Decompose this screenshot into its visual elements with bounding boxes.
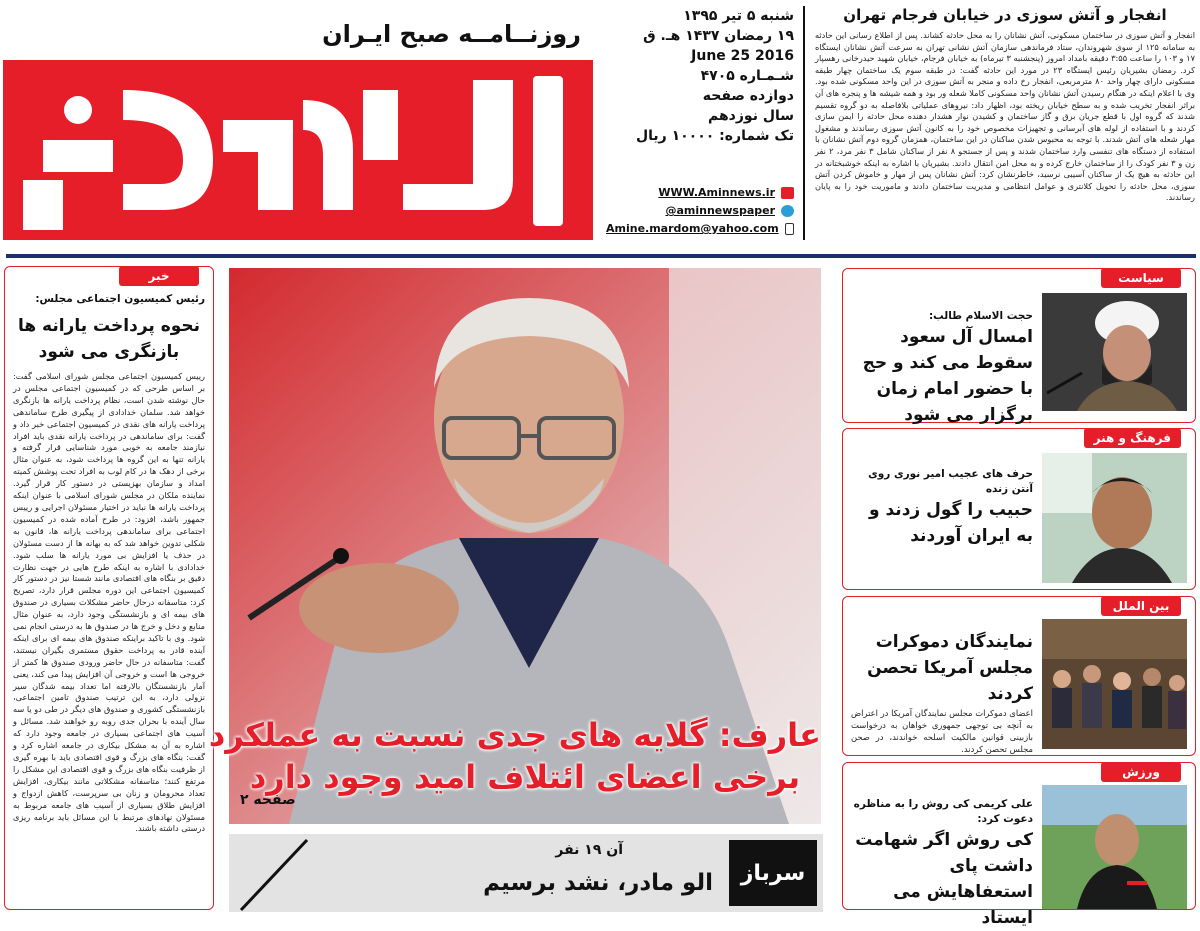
news-title[interactable]: نحوه پرداخت یارانه ها بازنگری می شود (17, 316, 201, 362)
contacts (606, 184, 794, 240)
issue-info (606, 6, 794, 182)
serial-logo (729, 840, 817, 906)
news-tag: خبر (119, 266, 199, 286)
telegram-icon (781, 205, 794, 217)
issue-pages: دوازده صفحه (702, 88, 794, 104)
issue-date-gregorian: 2016 June 25 (691, 48, 794, 64)
issue-year: سال نوزدهم (707, 108, 794, 124)
section-tag: فرهنگ و هنر (1084, 428, 1181, 448)
issue-date-hijri: ۱۹ رمضان ۱۴۳۷ هـ. ق (643, 28, 794, 44)
headline-line-2[interactable]: برخی اعضای ائتلاف امید وجود دارد (249, 758, 801, 796)
news-column[interactable] (4, 266, 214, 910)
top-story-body: انفجار و آتش سوزی در ساختمان مسکونی، آتش نشانان را به محل حادثه کشاند. پس از اطلاع رسانی این حادثه به سامانه ۱۲۵ از سوی شهروندان، ستاد فرماندهی سازمان آتش نشانی تهران به سرعت آتش نشانان ایستگاه ۱۷ و ۱۰۳ را ساعت ۳:۵۵ دقیقه بامداد امروز (پنجشنبه ۳ تیرماه) به خیابان فرجام، خیابان شهید حیدرخانی رهسپار کرد. رمضان بشیریان رئیس ایستگاه ۲۳ در مورد این حادثه گفت: در طبقه سوم یک ساختمان چهار طبقه مسکونی دارای چهار واحد ۸۰ مترمربعی، انفجار رخ داده و منجر به آتش سوزی در این واحد مسکونی شده بود. وی با اعلام اینکه در هنگام رسیدن آتش نشانان واحد مسکونی کاملا شعله ور بود و همه شیشه ها و پنجره های آن براثر انفجار تخریب شده و به سطح خیابان ریخته بود، اظهار داد: نیروهای عملیاتی بلافاصله به دو گروه تقسیم شدند که گروه اول با قطع جریان برق و گاز ساختمان و کشیدن نوار هشدار دهنده محل حادثه را ایمن سازی کردند و با استفاده از لوله های آبرسانی و تجهیزات مخصوص خود را به کانون آتش سوزی رساندند و مشغول مهار شعله های آتش شدند. با توجه به محبوس شدن ساکنان در این ساختمان، همزمان گروه دوم آتش نشانان با استفاده از دستگاه های تنفسی وارد ساختمان شدند و پس از جستجو ۸ نفر از ساکنان شامل ۳ نفر مرد، ۲ نفر زن و ۳ نفر کودک را از ساختمان خارج کرده و به محل امن انتقال دادند. بشیریان با اشاره به اینکه خوشبختانه در این حادثه به هیچ یک از ساکنان آسیبی نرسید، خاطرنشان کرد: آتش نشانان پس از مهار و خاموش کردن آتش سوزی، محل حادثه را تحویل کلانتری و عوامل انتظامی و مدیریت ساختمان دادند و ماموریت خود را به پایان رساندند. (815, 30, 1196, 203)
congress-photo (1042, 619, 1187, 749)
serial-box[interactable] (229, 834, 823, 912)
issue-date-shamsi: شنبه ۵ تیر ۱۳۹۵ (683, 8, 794, 24)
top-story[interactable] (815, 4, 1195, 244)
top-story-title[interactable]: انفجار و آتش سوزی در خیابان فرجام تهران (843, 6, 1167, 24)
news-kicker: رئیس کمیسیون اجتماعی مجلس: (35, 293, 205, 305)
section-kicker: حجت الاسلام طالب: (928, 310, 1033, 322)
serial-title[interactable]: الو مادر، نشد برسیم (483, 870, 713, 896)
masthead-divider (803, 6, 805, 240)
website-link[interactable] (606, 184, 794, 202)
cleric-photo (1042, 293, 1187, 411)
headline-line-1[interactable]: عارف: گلایه های جدی نسبت به عملکرد (208, 716, 821, 754)
issue-price: تک شماره: ۱۰۰۰۰ ریال (635, 128, 794, 144)
section-sports[interactable] (842, 762, 1196, 928)
section-tag: بین الملل (1101, 596, 1181, 616)
email-link[interactable] (606, 220, 794, 238)
website-url[interactable]: WWW.Aminnews.ir (658, 186, 775, 199)
section-politics[interactable] (842, 268, 1196, 423)
email-address[interactable]: Amine.mardom@yahoo.com (606, 222, 779, 235)
ribbon-decoration-icon (237, 838, 317, 912)
serial-kicker: آن ۱۹ نفر (555, 842, 623, 858)
website-icon (781, 187, 794, 199)
section-tag: سیاست (1101, 268, 1181, 288)
section-title[interactable]: امسال آل سعود سقوط می کند و حج با حضور امام زمان برگزار می شود (862, 327, 1033, 425)
congress-photo-icon (1042, 619, 1187, 749)
newspaper-logo[interactable] (3, 8, 593, 240)
newspaper-subtitle: روزنــامــه صبح ایـران (322, 20, 581, 48)
section-international[interactable] (842, 596, 1196, 756)
actor-photo (1042, 453, 1187, 583)
section-title[interactable]: کی روش اگر شهامت داشت پای استعفاهایش می ایستاد (855, 830, 1033, 928)
headline-page-ref[interactable]: صفحه ۲ (240, 792, 296, 808)
logo-red-block (3, 60, 593, 240)
masthead (0, 0, 1200, 250)
cleric-photo-icon (1042, 293, 1187, 411)
email-icon (785, 223, 794, 235)
telegram-handle[interactable]: @aminnewspaper (665, 204, 775, 217)
section-tag: ورزش (1101, 762, 1181, 782)
section-title[interactable]: نمایندگان دموکرات مجلس آمریکا تحصن کردند (867, 632, 1033, 704)
issue-number: شـمـاره ۴۷۰۵ (700, 68, 794, 84)
news-body: رییس کمیسیون اجتماعی مجلس شورای اسلامی گفت: بر اساس طرحی که در کمیسیون اجتماعی مجلس در حال نوشته شدن است، نظام پرداخت یارانه ها بازنگری خواهد شد. سلمان خدادادی از پیگیری طرح ساماندهی پرداخت یارانه های نقدی در کمیسیون اجتماعی خبر داد و گفت: برای ساماندهی در پرداخت یارانه نقدی باید افراد نیازمند جامعه به خوبی مورد شناسایی قرار گرفته و یارانه تنها به این گروه ها پرداخت شود، به عنوان مثال برخی از دهک ها در کام لوب به افراد تحت پوشش کمیته امداد و سازمان بهزیستی در دستور کار قرار گیرد. نماینده ملکان در مجلس شورای اسلامی با عنوان اینکه پرداخت یارانه ها نباید در اختیار مسئولان اجرایی و رییس جمهور باشد، افزود: در طرح آماده شده در کمیسیون اجتماعی برای ساماندهی پرداخت یارانه ها، قانون به شکلی تدوین خواهد شد که به بهانه ها از دست مسئولان در حذف یا افزایش بی مورد یارانه ها سلب شود. خدادادی با اشاره به اینکه طرح هایی در جهت نظارت دقیق بر بنگاه های اقتصادی مانند شستا نیز در دستور کار کمیسیون اجتماعی این دوره مجلس قرار دارد، تصریح کرد: متاسفانه درحال حاضر مشکلات بسیاری در صندوق های بیمه ای و بازنشستگی وجود دارد، به عنوان مثال منابع و دخل و خرج ها در صندوق ها به درستی انجام نمی شود. وی با تاکید براینکه صندوق های بیمه ای برای اینکه آینده قادر به پرداخت حقوق مستمری بگیران نیستند، گفت: متاسفانه در حال حاضر ورودی صندوق ها کمتر از خروجی ها است و خروجی آن افزایش پیدا می کند، یعنی آمار بازنشستگان بالارفته اما تعداد بیمه شدگان سیر نزولی دارد، به این ترتیب صندوق تامین اجتماعی، بازنشستگی کشوری و صندوق های دیگر در طی دو یا سه سال آینده با بحران جدی روبه رو خواهند شد. مسائل و آسیب های اجتماعی بسیاری در جامعه وجود دارد که اشاره به آن به مشکل بیکاری در جامعه اشاره کرد و گفت: بنگاه های بزرگ و قوی اقتصادی باید با بهره گیری از ظرفیت بنگاه های بزرگ و قوی اقتصادی این مشکل را مرتفع کنند؛ متاسفانه مشکلاتی مانند بیکاری، افزایش تعداد محرومان و زنان بی سرپرست، کاهش ازدواج و افزایش طلاق بسیاری از آسیب های جامعه مربوط به مسئولان نهادهای مرتبط با این مسائل باید برنامه ریزی درستی داشته باشند. (13, 371, 205, 834)
section-kicker: علی کریمی کی روش را به مناظره دعوت کرد: (853, 798, 1033, 825)
footballer-photo (1042, 785, 1187, 909)
serial-logo-text: سرباز (740, 860, 806, 886)
section-title[interactable]: حبیب را گول زدند و به ایران آوردند (869, 500, 1033, 546)
telegram-link[interactable] (606, 202, 794, 220)
footballer-photo-icon (1042, 785, 1187, 909)
section-body: اعضای دموکرات مجلس نمایندگان آمریکا در اعتراض به آنچه بی توجهی جمهوری خواهان به درخواست بازبینی قوانین مالکیت اسلحه خواندند، در صحن مجلس تحصن کردند. (851, 708, 1033, 754)
header-rule (6, 254, 1196, 258)
logo-calligraphy-icon (3, 60, 593, 240)
section-culture[interactable] (842, 428, 1196, 590)
section-kicker: حرف های عجیب امیر نوری روی آنتن زنده (868, 468, 1033, 495)
actor-photo-icon (1042, 453, 1187, 583)
